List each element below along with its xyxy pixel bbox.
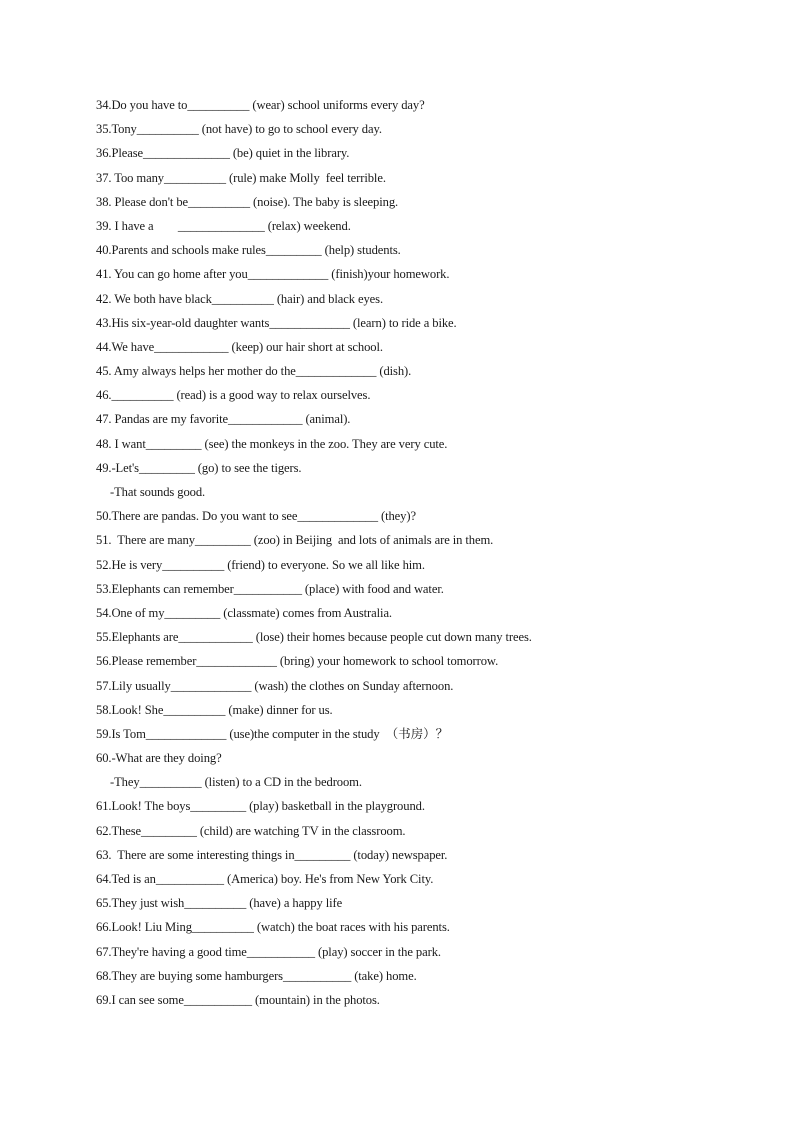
exercise-35: 35.Tony__________ (not have) to go to school every day. <box>96 122 382 137</box>
exercise-42: 42. We both have black__________ (hair) and black eyes. <box>96 291 384 306</box>
exercise-66: 66.Look! Liu Ming__________ (watch) the boat races with his parents. <box>96 920 450 935</box>
exercise-50: 50.There are pandas. Do you want to see_____________ (they)? <box>96 509 416 524</box>
exercise-51: 51. There are many_________ (zoo) in Beijing and lots of animals are in them. <box>96 533 494 548</box>
exercise-53: 53.Elephants can remember___________ (place) with food and water. <box>96 581 444 596</box>
exercise-36: 36.Please______________ (be) quiet in the library. <box>96 146 350 161</box>
exercise-65: 65.They just wish__________ (have) a happy life <box>96 896 343 911</box>
exercise-52: 52.He is very__________ (friend) to everyone. So we all like him. <box>96 557 425 572</box>
exercise-48: 48. I want_________ (see) the monkeys in the zoo. They are very cute. <box>96 436 448 451</box>
exercise-44: 44.We have____________ (keep) our hair short at school. <box>96 339 383 354</box>
exercise-69: 69.I can see some___________ (mountain) in the photos. <box>96 992 380 1007</box>
exercise-46: 46.__________ (read) is a good way to relax ourselves. <box>96 388 371 403</box>
exercise-62: 62.These_________ (child) are watching TV in the classroom. <box>96 823 406 838</box>
exercise-59: 59.Is Tom_____________ (use)the computer in the study （书房）？ <box>96 726 449 741</box>
exercise-60: 60.-What are they doing? <box>96 751 222 766</box>
exercise-55: 55.Elephants are____________ (lose) their homes because people cut down many trees. <box>96 630 532 645</box>
exercise-39: 39. I have a ______________ (relax) weekend. <box>96 218 351 233</box>
exercise-37: 37. Too many__________ (rule) make Molly feel terrible. <box>96 170 386 185</box>
exercise-49: 49.-Let's_________ (go) to see the tigers. <box>96 460 302 475</box>
exercise-45: 45. Amy always helps her mother do the_____________ (dish). <box>96 364 412 379</box>
exercise-54: 54.One of my_________ (classmate) comes from Australia. <box>96 605 392 620</box>
exercise-41: 41. You can go home after you_____________ (finish)your homework. <box>96 267 450 282</box>
exercise-56: 56.Please remember_____________ (bring) your homework to school tomorrow. <box>96 654 499 669</box>
exercise-57: 57.Lily usually_____________ (wash) the clothes on Sunday afternoon. <box>96 678 454 693</box>
exercise-58: 58.Look! She__________ (make) dinner for us. <box>96 702 333 717</box>
exercise-68: 68.They are buying some hamburgers___________ (take) home. <box>96 968 417 983</box>
exercise-38: 38. Please don't be__________ (noise). The baby is sleeping. <box>96 194 399 209</box>
exercise-list <box>96 93 776 1012</box>
exercise-49-reply: -That sounds good. <box>110 485 206 499</box>
exercise-61: 61.Look! The boys_________ (play) basketball in the playground. <box>96 799 425 814</box>
exercise-60-reply: -They__________ (listen) to a CD in the bedroom. <box>110 775 362 790</box>
exercise-63: 63. There are some interesting things in_________ (today) newspaper. <box>96 847 448 862</box>
exercise-40: 40.Parents and schools make rules_________ (help) students. <box>96 243 401 258</box>
exercise-43: 43.His six-year-old daughter wants_____________ (learn) to ride a bike. <box>96 315 457 330</box>
exercise-47: 47. Pandas are my favorite____________ (animal). <box>96 412 351 427</box>
exercise-34: 34.Do you have to__________ (wear) school uniforms every day? <box>96 98 425 112</box>
exercise-64: 64.Ted is an___________ (America) boy. He's from New York City. <box>96 872 434 886</box>
exercise-67: 67.They're having a good time___________ (play) soccer in the park. <box>96 944 441 959</box>
